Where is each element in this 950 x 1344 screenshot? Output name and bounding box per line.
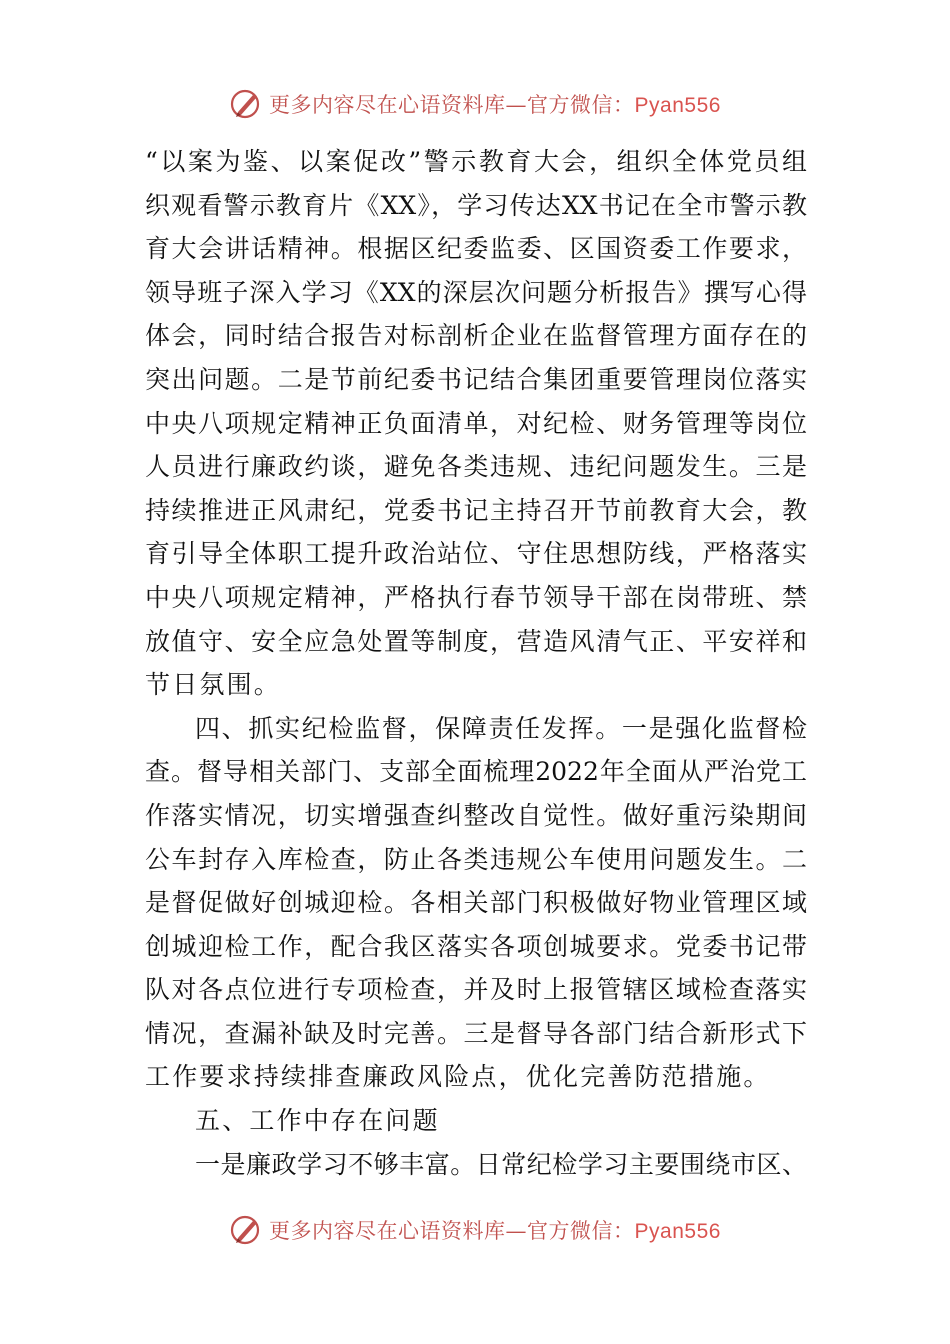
pen-circle-logo-icon (229, 87, 263, 121)
text-line: “以案为鉴、以案促改”警示教育大会，组织全体党员组 (145, 147, 807, 176)
text-line: 节日氛围。 (145, 670, 282, 700)
text-line: 是督促做好创城迎检。各相关部门积极做好物业管理区域 (145, 888, 807, 918)
header-watermark (0, 84, 950, 124)
text-line: 体会，同时结合报告对标剖析企业在监督管理方面存在的 (145, 321, 807, 351)
text-line: 放值守、安全应急处置等制度，营造风清气正、平安祥和 (145, 626, 807, 656)
document-body (145, 140, 807, 1186)
text-line: 公车封存入库检查，防止各类违规公车使用问题发生。二 (145, 844, 807, 874)
text-line: 领导班子深入学习《XX的深层次问题分析报告》撰写心得 (145, 277, 807, 307)
text-line: 队对各点位进行专项检查，并及时上报管辖区域检查落实 (145, 975, 807, 1005)
text-line: 织观看警示教育片《XX》，学习传达XX书记在全市警示教 (145, 190, 807, 220)
text-line: 情况，查漏补缺及时完善。三是督导各部门结合新形式下 (145, 1018, 807, 1048)
text-line: 一是廉政学习不够丰富。日常纪检学习主要围绕市区、 (195, 1149, 807, 1179)
text-line: 突出问题。二是节前纪委书记结合集团重要管理岗位落实 (145, 364, 807, 394)
text-line: 查。督导相关部门、支部全面梳理2022年全面从严治党工 (145, 757, 807, 787)
text-line: 作落实情况，切实增强查纠整改自觉性。做好重污染期间 (145, 800, 807, 830)
text-line: 人员进行廉政约谈，避免各类违规、违纪问题发生。三是 (145, 452, 807, 482)
section-heading-line: 四、抓实纪检监督，保障责任发挥。一是强化监督检 (195, 713, 807, 743)
text-line: 育引导全体职工提升政治站位、守住思想防线，严格落实 (145, 539, 807, 569)
footer-watermark (0, 1210, 950, 1250)
text-line: 中央八项规定精神，严格执行春节领导干部在岗带班、禁 (145, 582, 807, 612)
pen-circle-logo-icon (229, 1213, 263, 1247)
text-line: 持续推进正风肃纪，党委书记主持召开节前教育大会，教 (145, 495, 807, 525)
text-line: 中央八项规定精神正负面清单，对纪检、财务管理等岗位 (145, 408, 807, 438)
text-line: 工作要求持续排查廉政风险点，优化完善防范措施。 (145, 1062, 771, 1092)
section-heading-line: 五、工作中存在问题 (195, 1106, 440, 1136)
text-line: 创城迎检工作，配合我区落实各项创城要求。党委书记带 (145, 931, 807, 961)
watermark-text: 更多内容尽在心语资料库—官方微信：Pyan556 (269, 1219, 721, 1243)
watermark-text: 更多内容尽在心语资料库—官方微信：Pyan556 (269, 93, 721, 117)
text-line: 育大会讲话精神。根据区纪委监委、区国资委工作要求， (145, 234, 807, 264)
